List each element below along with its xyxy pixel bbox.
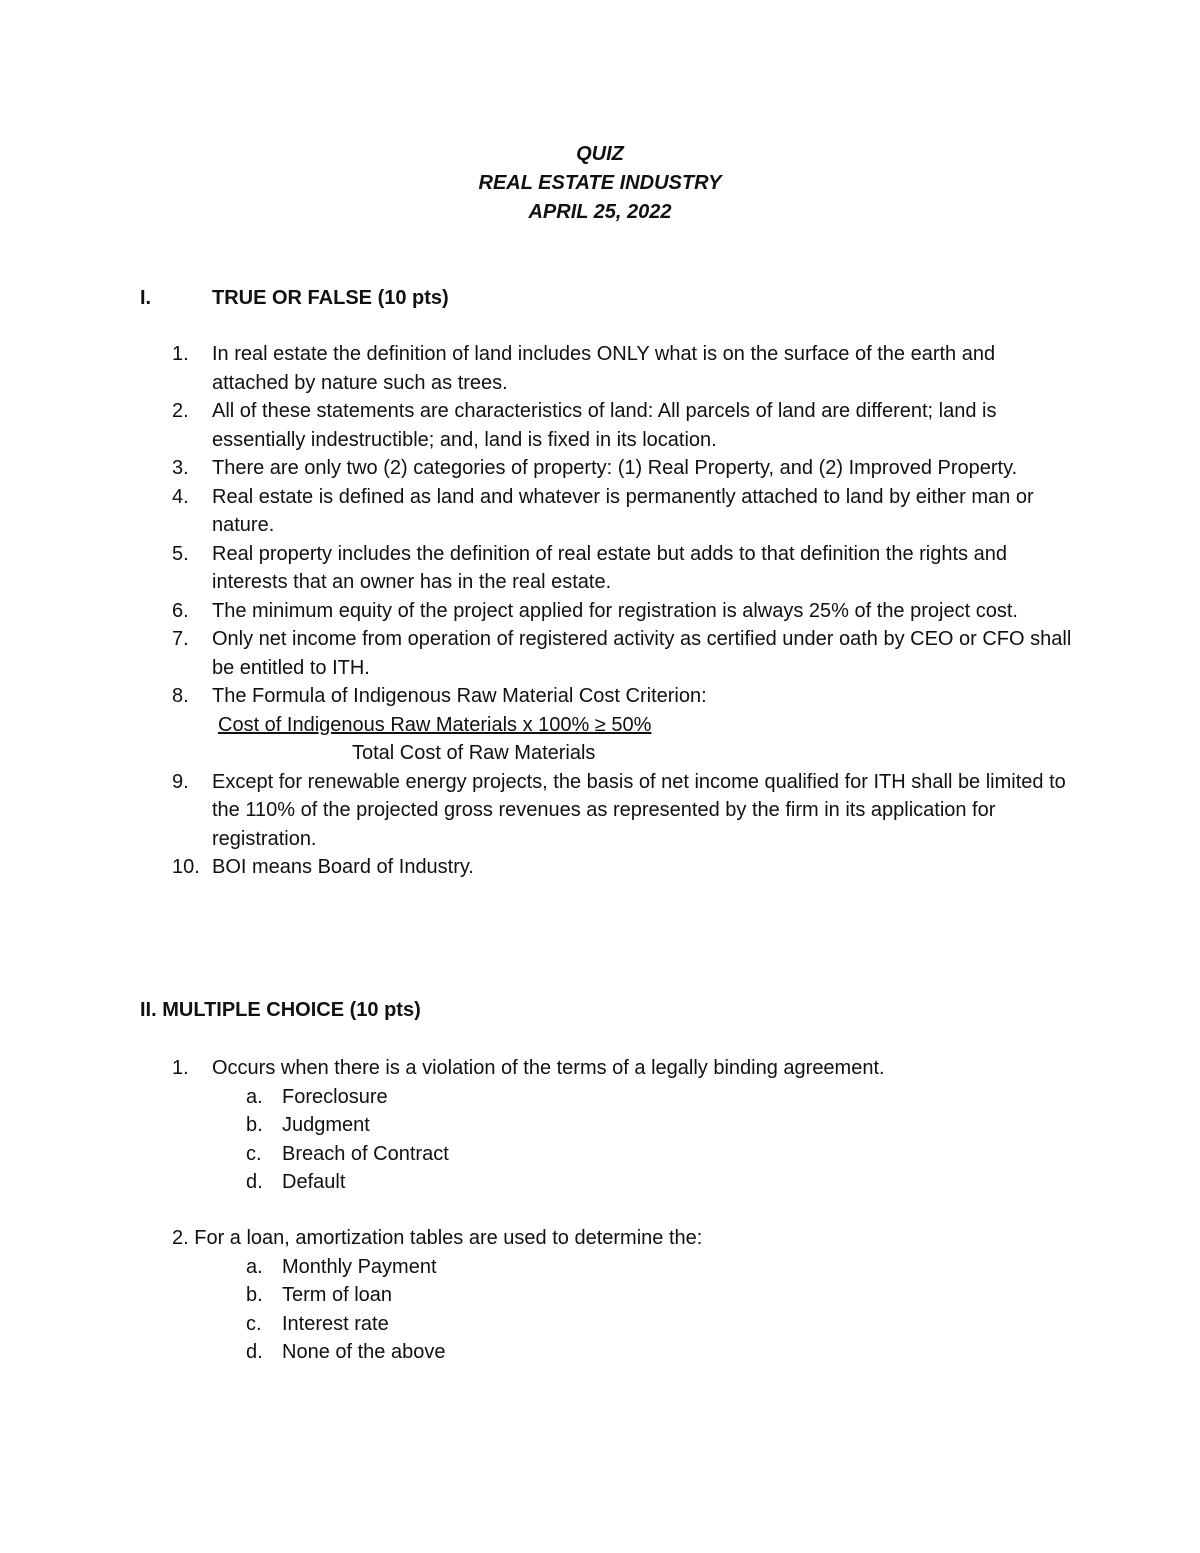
item-text: Except for renewable energy projects, the basis of net income qualified for ITH shall be limited to the 110% of the projected gross revenues as represented by the firm in its application for registration. bbox=[212, 770, 1066, 850]
option-letter: a. bbox=[246, 1255, 263, 1278]
mc-question-1 bbox=[172, 1054, 1072, 1197]
option-text: Judgment bbox=[282, 1114, 370, 1136]
item-number: 2. bbox=[172, 400, 189, 422]
option-text: Breach of Contract bbox=[282, 1142, 449, 1165]
item-text: Real property includes the definition of real estate but adds to that definition the rights and interests that an owner has in the real estate. bbox=[212, 542, 1007, 593]
quiz-date: APRIL 25, 2022 bbox=[528, 201, 672, 223]
option-text: None of the above bbox=[282, 1341, 446, 1363]
item-text: There are only two (2) categories of property: (1) Real Property, and (2) Improved Property. bbox=[212, 457, 1018, 479]
section-true-false-heading bbox=[140, 284, 449, 312]
section-multiple-choice-heading: II. MULTIPLE CHOICE (10 pts) bbox=[140, 999, 421, 1021]
answer-option bbox=[246, 1310, 1072, 1339]
question-stem bbox=[172, 1224, 1072, 1253]
item-number: 6. bbox=[172, 599, 189, 622]
item-text: Real estate is defined as land and whatever is permanently attached to land by either man or nature. bbox=[212, 485, 1034, 536]
item-number: 9. bbox=[172, 770, 189, 793]
list-item bbox=[172, 540, 1072, 597]
true-false-list bbox=[172, 340, 1072, 882]
section-number: I. bbox=[140, 287, 152, 309]
item-number: 10. bbox=[172, 856, 200, 878]
option-letter: a. bbox=[246, 1085, 263, 1108]
list-item bbox=[172, 625, 1072, 682]
answer-option bbox=[246, 1140, 1072, 1169]
subject-title: REAL ESTATE INDUSTRY bbox=[478, 172, 722, 194]
option-text: Monthly Payment bbox=[282, 1255, 437, 1278]
item-number: 8. bbox=[172, 685, 189, 707]
option-letter: c. bbox=[246, 1312, 262, 1335]
option-text: Foreclosure bbox=[282, 1085, 388, 1108]
section-title: TRUE OR FALSE (10 pts) bbox=[212, 287, 449, 309]
item-number: 1. bbox=[172, 343, 189, 365]
item-text: Only net income from operation of registered activity as certified under oath by CEO or CFO shall be entitled to ITH. bbox=[212, 628, 1072, 679]
formula-denominator: Total Cost of Raw Materials bbox=[352, 742, 596, 764]
list-item bbox=[172, 397, 1072, 454]
item-text: BOI means Board of Industry. bbox=[212, 856, 474, 878]
option-letter: d. bbox=[246, 1171, 263, 1193]
answer-option bbox=[246, 1111, 1072, 1140]
answer-option bbox=[246, 1338, 1072, 1367]
answer-option bbox=[246, 1168, 1072, 1197]
item-text: The minimum equity of the project applied for registration is always 25% of the project cost. bbox=[212, 599, 1018, 622]
document-header bbox=[0, 140, 1200, 227]
question-text: For a loan, amortization tables are used to determine the: bbox=[194, 1227, 703, 1249]
question-number: 1. bbox=[172, 1057, 189, 1079]
list-item bbox=[172, 682, 1072, 768]
list-item bbox=[172, 768, 1072, 854]
list-item bbox=[172, 454, 1072, 483]
answer-option bbox=[246, 1253, 1072, 1282]
item-number: 7. bbox=[172, 628, 189, 650]
quiz-title: QUIZ bbox=[576, 143, 624, 165]
list-item bbox=[172, 597, 1072, 626]
answer-option bbox=[246, 1281, 1072, 1310]
answer-options bbox=[172, 1253, 1072, 1367]
option-letter: b. bbox=[246, 1284, 263, 1306]
option-text: Interest rate bbox=[282, 1312, 389, 1335]
option-letter: c. bbox=[246, 1142, 262, 1165]
option-letter: d. bbox=[246, 1341, 263, 1363]
answer-option bbox=[246, 1083, 1072, 1112]
list-item bbox=[172, 853, 1072, 882]
option-text: Default bbox=[282, 1171, 346, 1193]
question-stem bbox=[172, 1054, 1072, 1083]
question-text: Occurs when there is a violation of the terms of a legally binding agreement. bbox=[212, 1057, 885, 1079]
option-letter: b. bbox=[246, 1114, 263, 1136]
item-number: 3. bbox=[172, 457, 189, 479]
list-item bbox=[172, 483, 1072, 540]
formula-numerator: Cost of Indigenous Raw Materials x 100% ≥ 50% bbox=[218, 713, 652, 736]
option-text: Term of loan bbox=[282, 1284, 393, 1306]
item-text: The Formula of Indigenous Raw Material Cost Criterion: bbox=[212, 685, 707, 707]
list-item bbox=[172, 340, 1072, 397]
mc-question-2 bbox=[172, 1224, 1072, 1367]
question-number: 2. bbox=[172, 1227, 189, 1249]
item-number: 4. bbox=[172, 485, 189, 508]
answer-options bbox=[172, 1083, 1072, 1197]
item-text: All of these statements are characteristics of land: All parcels of land are different; land is essentially indestructible; and, land is fixed in its location. bbox=[212, 400, 997, 451]
item-text: In real estate the definition of land includes ONLY what is on the surface of the earth and attached by nature such as trees. bbox=[212, 343, 996, 394]
item-number: 5. bbox=[172, 542, 189, 565]
